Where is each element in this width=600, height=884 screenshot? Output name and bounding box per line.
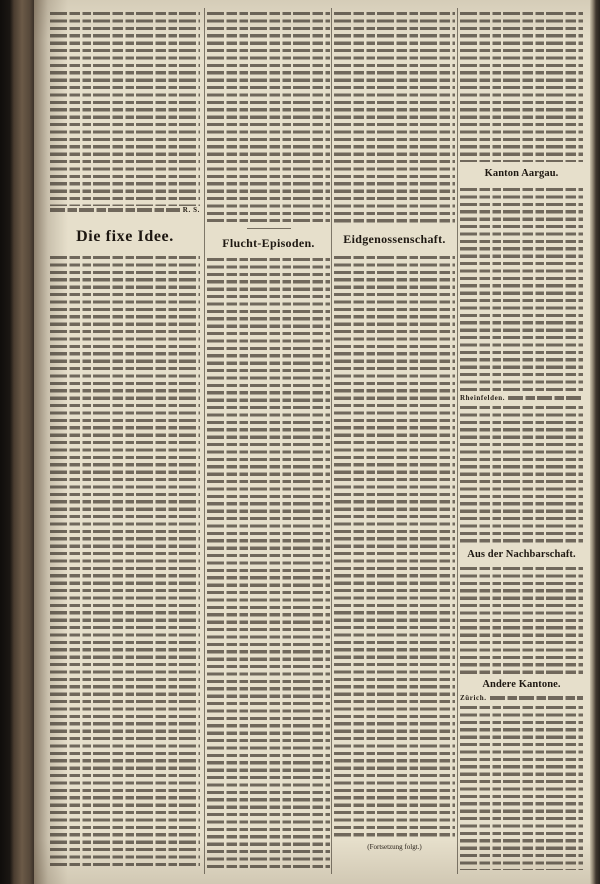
text-block (207, 10, 330, 222)
text-block (50, 10, 200, 206)
text-block (460, 10, 583, 162)
text-block (460, 404, 583, 544)
text-block (50, 254, 200, 870)
column-1 (50, 0, 200, 884)
column-2 (207, 0, 330, 884)
text-block (334, 254, 455, 838)
next-page-edge (590, 0, 600, 884)
section-rule (247, 228, 291, 229)
column-4 (460, 0, 583, 884)
section-heading: Eidgenossenschaft. (343, 232, 446, 246)
newspaper-page (34, 0, 590, 884)
text-line (508, 396, 583, 399)
article-heading: Die fixe Idee. (76, 228, 174, 245)
section-heading: Aus der Nachbarschaft. (467, 549, 576, 560)
article-end-row (50, 206, 200, 214)
book-binding (0, 0, 34, 884)
paragraph-lead-row (460, 394, 583, 402)
text-block (460, 186, 583, 392)
text-block (334, 10, 455, 224)
paragraph-lead-row (460, 694, 583, 702)
place-lead: Zürich. (460, 694, 487, 702)
column-divider (204, 8, 205, 874)
column-3 (334, 0, 455, 884)
article-heading: Flucht-Episoden. (222, 236, 315, 250)
text-line (50, 208, 180, 211)
place-lead: Rheinfelden. (460, 394, 506, 402)
column-divider (331, 8, 332, 874)
author-signature: R. S. (182, 206, 200, 214)
section-heading: Kanton Aargau. (484, 168, 559, 179)
text-line (490, 696, 583, 699)
column-divider (457, 8, 458, 874)
section-heading: Andere Kantone. (482, 679, 561, 690)
text-block (460, 704, 583, 870)
text-block (207, 256, 330, 870)
text-block (460, 565, 583, 675)
continuation-note: (Fortsetzung folgt.) (367, 843, 422, 851)
